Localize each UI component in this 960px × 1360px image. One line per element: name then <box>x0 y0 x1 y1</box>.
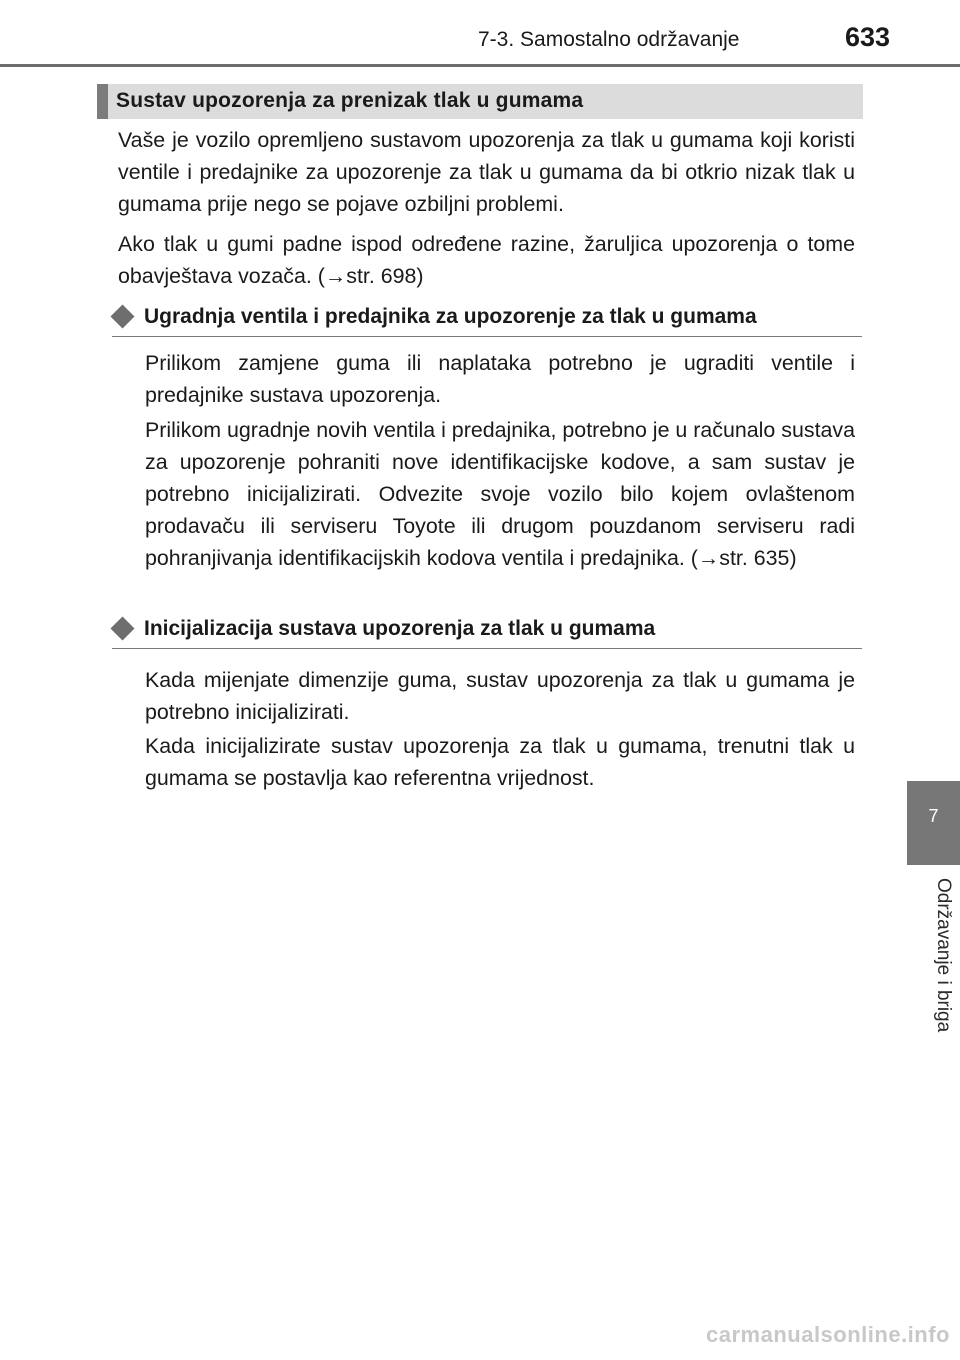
page-number: 633 <box>844 22 890 52</box>
subheading-initialization <box>112 614 862 649</box>
diamond-bullet-icon <box>110 304 134 328</box>
chapter-tab-number: 7 <box>928 806 939 826</box>
init-paragraph-1: Kada mijenjate dimenzije guma, sustav upozorenja za tlak u gumama je potrebno inicijalizirati. <box>145 668 855 724</box>
subheading-title: Ugradnja ventila i predajnika za upozorenje za tlak u gumama <box>144 305 757 328</box>
subheading-title: Inicijalizacija sustava upozorenja za tlak u gumama <box>144 617 656 640</box>
section-title: Sustav upozorenja za prenizak tlak u gumama <box>116 89 584 112</box>
header-section-title: 7-3. Samostalno održavanje <box>478 28 740 51</box>
intro-paragraph-2: Ako tlak u gumi padne ispod određene razine, žaruljica upozorenja o tome obavještava vozača. (→str. 698) <box>118 232 855 288</box>
header-rule <box>0 64 960 67</box>
section-title-bar <box>97 84 863 119</box>
init-paragraph-2: Kada inicijalizirate sustav upozorenja za tlak u gumama, trenutni tlak u gumama se postavlja kao referentna vrijednost. <box>145 734 855 790</box>
watermark: carmanualsonline.info <box>706 1322 950 1347</box>
valves-paragraph-2: Prilikom ugradnje novih ventila i predajnika, potrebno je u računalo sustava za upozorenje pohraniti nove identifikacijske kodove, a sam sustav je potrebno inicijalizirati. Odvezite svoje vozilo bilo kojem ovlaštenom prodavaču ili serviseru Toyote ili drugom pouzdanom serviseru radi pohranjivanja identifikacijskih kodova ventila i predajnika. (→str. 635) <box>145 418 855 570</box>
valves-paragraph-1: Prilikom zamjene guma ili naplataka potrebno je ugraditi ventile i predajnike sustava upozorenja. <box>145 351 855 407</box>
subheading-valves <box>112 302 862 337</box>
intro-paragraph-1: Vaše je vozilo opremljeno sustavom upozorenja za tlak u gumama koji koristi ventile i predajnike za upozorenje za tlak u gumama da bi otkrio nizak tlak u gumama prije nego se pojave ozbiljni problemi. <box>118 128 855 216</box>
diamond-bullet-icon <box>110 616 134 640</box>
chapter-tab-label: Održavanje i briga <box>933 878 954 1033</box>
